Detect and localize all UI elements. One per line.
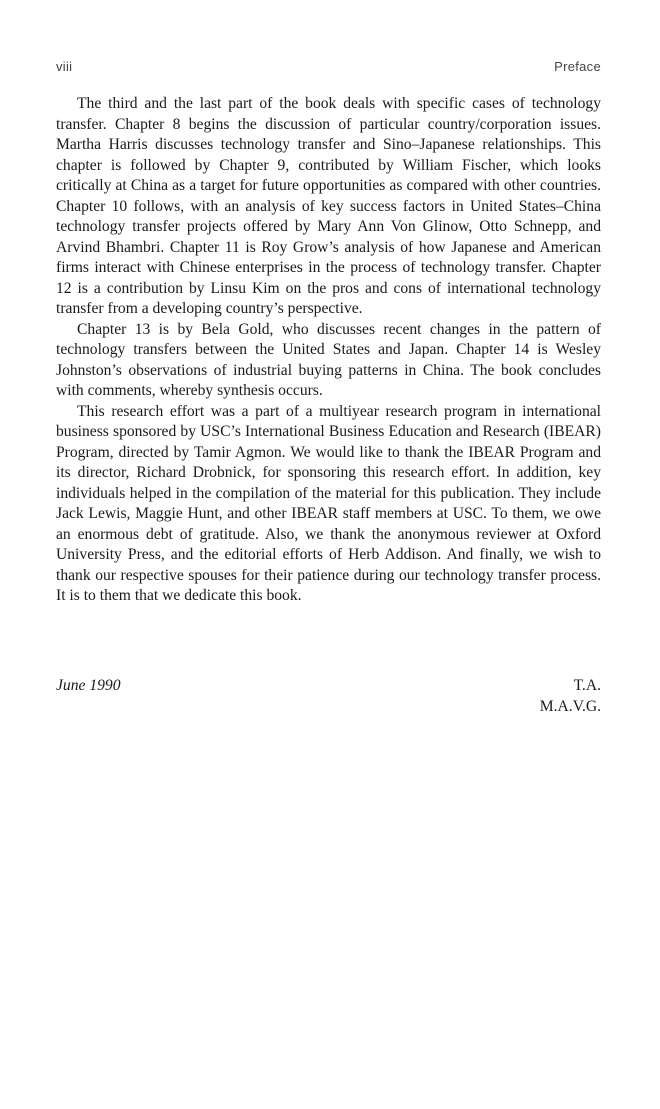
page-number: viii [56,59,73,74]
paragraph-closing-chapters: Chapter 13 is by Bela Gold, who discusses recent changes in the pattern of technology transfers between the United States and Japan. Chapter 14 is Wesley Johnston’s observations of industrial buying patterns in China. The book concludes with comments, whereby synthesis occurs. [56,320,601,399]
preface-body [56,94,601,607]
author-initials [540,676,601,717]
author-initials-second: M.A.V.G. [539,697,601,715]
signoff [56,676,601,720]
preface-date: June 1990 [56,677,121,694]
section-title: Preface [554,59,601,74]
running-head [56,59,601,79]
paragraph-part-three-overview: The third and the last part of the book deals with specific cases of technology transfer. Chapter 8 begins the discussion of particular country/corporation issues. Martha Harris discusses technology transfer and Sino–Japanese relationships. This chapter is followed by Chapter 9, contributed by William Fischer, which looks critically at China as a target for future opportunities as compared with other countries. Chapter 10 follows, with an analysis of key success factors in United States–China technology transfer projects offered by Mary Ann Von Glinow, Otto Schnepp, and Arvind Bhambri. Chapter 11 is Roy Grow’s analysis of how Japanese and American firms interact with Chinese enterprises in the process of technology transfer. Chapter 12 is a contribution by Linsu Kim on the pros and cons of international technology transfer from a developing country’s perspective. [56,95,601,317]
paragraph-acknowledgments: This research effort was a part of a multiyear research program in international business sponsored by USC’s International Business Education and Research (IBEAR) Program, directed by Tamir Agmon. We would like to thank the IBEAR Program and its director, Richard Drobnick, for sponsoring this research effort. In addition, key individuals helped in the compilation of the material for this publication. They include Jack Lewis, Maggie Hunt, and other IBEAR staff members at USC. To them, we owe an enormous debt of gratitude. Also, we thank the anonymous reviewer at Oxford University Press, and the editorial efforts of Herb Addison. And finally, we wish to thank our respective spouses for their patience during our technology transfer process. It is to them that we dedicate this book. [56,402,601,604]
author-initials-first: T.A. [573,677,601,694]
